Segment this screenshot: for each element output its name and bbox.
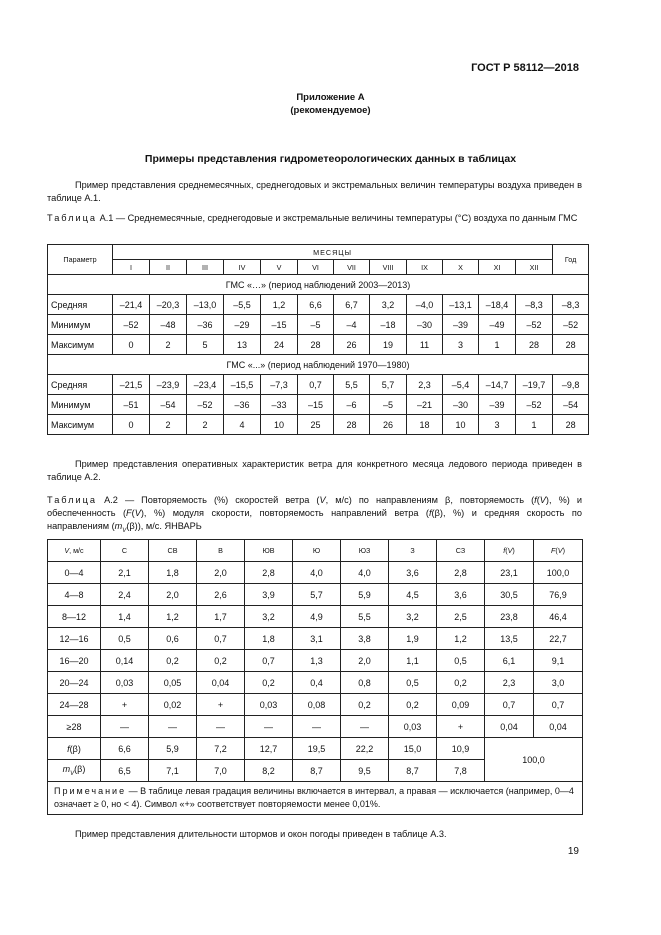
table-row	[48, 672, 583, 694]
table-cell: –5,4	[443, 375, 479, 395]
table-cell: 3,0	[534, 672, 583, 694]
table-cell: 2	[150, 415, 187, 435]
table-cell: +	[101, 694, 149, 716]
mv-cell: 7,1	[149, 760, 197, 782]
mv-cell: 6,5	[101, 760, 149, 782]
speed-range: 20—24	[48, 672, 101, 694]
table-cell: 1,7	[197, 606, 245, 628]
mv-cell: 9,5	[341, 760, 389, 782]
table-cell: 3,6	[389, 562, 437, 584]
table-cell: 0,03	[389, 716, 437, 738]
table-row	[48, 415, 589, 435]
month-header-12: XII	[516, 260, 553, 275]
table-cell: 6,1	[485, 650, 534, 672]
table-cell: –39	[443, 315, 479, 335]
table-cell: 3,9	[245, 584, 293, 606]
table-row	[48, 584, 583, 606]
table-cell: 3,1	[293, 628, 341, 650]
table-cell: –48	[150, 315, 187, 335]
table-row	[48, 375, 589, 395]
table-cell: –8,3	[553, 295, 589, 315]
table-cell: 0,2	[389, 694, 437, 716]
mv-label: $m_V(\beta)$	[48, 760, 101, 782]
row-label: Максимум	[48, 415, 113, 435]
table-cell: –52	[187, 395, 224, 415]
table-cell: 0,04	[197, 672, 245, 694]
temperature-table	[47, 244, 589, 435]
fb-label: f(β)	[48, 738, 101, 760]
table-cell: –18	[370, 315, 407, 335]
group2-title: ГМС «...» (период наблюдений 1970—1980)	[48, 355, 589, 375]
mv-cell: 8,2	[245, 760, 293, 782]
standard-number: ГОСТ Р 58112—2018	[471, 62, 579, 74]
month-header-9: IX	[407, 260, 443, 275]
total-cell: 100,0	[485, 738, 583, 782]
table-cell: –15,5	[224, 375, 261, 395]
table-cell: 25	[298, 415, 334, 435]
column-header: З	[389, 540, 437, 562]
column-header: СВ	[149, 540, 197, 562]
wind-table	[47, 539, 583, 815]
speed-range: 12—16	[48, 628, 101, 650]
table-cell: 2	[187, 415, 224, 435]
table-cell: –49	[479, 315, 516, 335]
mv-cell: 8,7	[293, 760, 341, 782]
table-cell: –39	[479, 395, 516, 415]
table-row	[48, 295, 589, 315]
table-cell: 5,5	[334, 375, 370, 395]
outro-paragraph: Пример представления длительности штормов и окон погоды приведен в таблице А.3.	[75, 829, 447, 839]
table-cell: 0,2	[437, 672, 485, 694]
month-header-11: XI	[479, 260, 516, 275]
table-row	[48, 694, 583, 716]
table-note	[48, 782, 583, 815]
table-cell: 0,6	[149, 628, 197, 650]
table-cell: 0,5	[101, 628, 149, 650]
speed-range: ≥28	[48, 716, 101, 738]
table-cell: 46,4	[534, 606, 583, 628]
table-cell: 0,4	[293, 672, 341, 694]
table-cell: 3,2	[245, 606, 293, 628]
table-cell: 3	[479, 415, 516, 435]
fb-cell: 15,0	[389, 738, 437, 760]
table-cell: 6,6	[298, 295, 334, 315]
table1-caption	[47, 212, 582, 225]
table-cell: –52	[516, 395, 553, 415]
table-row	[48, 716, 583, 738]
table-cell: 0,02	[149, 694, 197, 716]
fb-cell: 19,5	[293, 738, 341, 760]
table-cell: 76,9	[534, 584, 583, 606]
group1-title: ГМС «…» (период наблюдений 2003—2013)	[48, 275, 589, 295]
table-cell: –30	[407, 315, 443, 335]
table-cell: 1,3	[293, 650, 341, 672]
mv-cell: 7,8	[437, 760, 485, 782]
page-number: 19	[567, 846, 579, 857]
fb-cell: 6,6	[101, 738, 149, 760]
table-cell: 4,0	[293, 562, 341, 584]
table-row	[48, 395, 589, 415]
table-cell: –14,7	[479, 375, 516, 395]
year-header: Год	[553, 245, 589, 275]
month-header-1: I	[113, 260, 150, 275]
table-cell: 2,6	[197, 584, 245, 606]
table-cell: –29	[224, 315, 261, 335]
table-cell: –23,9	[150, 375, 187, 395]
month-header-5: V	[261, 260, 298, 275]
table-cell: 0,7	[197, 628, 245, 650]
table-row	[48, 315, 589, 335]
table-cell: 0,03	[101, 672, 149, 694]
table-cell: 28	[298, 335, 334, 355]
table-cell: 18	[407, 415, 443, 435]
table-cell: –51	[113, 395, 150, 415]
param-header: Параметр	[48, 245, 113, 275]
table-cell: –7,3	[261, 375, 298, 395]
table-cell: 3	[443, 335, 479, 355]
table-cell: 11	[407, 335, 443, 355]
table-cell: –52	[553, 315, 589, 335]
month-header-3: III	[187, 260, 224, 275]
table-cell: 3,8	[341, 628, 389, 650]
row-label: Максимум	[48, 335, 113, 355]
table-cell: 0,03	[245, 694, 293, 716]
table-cell: 28	[553, 335, 589, 355]
table-cell: 1,4	[101, 606, 149, 628]
row-label: Минимум	[48, 315, 113, 335]
table-cell: 0,14	[101, 650, 149, 672]
table-cell: 4,9	[293, 606, 341, 628]
table-cell: 5,5	[341, 606, 389, 628]
table-cell: –4,0	[407, 295, 443, 315]
table-cell: 4,0	[341, 562, 389, 584]
table-cell: –6	[334, 395, 370, 415]
table-cell: 19	[370, 335, 407, 355]
table-cell: 1,8	[245, 628, 293, 650]
column-header: СЗ	[437, 540, 485, 562]
speed-range: 24—28	[48, 694, 101, 716]
table-cell: 0,2	[245, 672, 293, 694]
table-cell: 4,5	[389, 584, 437, 606]
table-cell: 2	[150, 335, 187, 355]
table-cell: –21,5	[113, 375, 150, 395]
month-header-8: VIII	[370, 260, 407, 275]
table-cell: –5,5	[224, 295, 261, 315]
table-cell: 24	[261, 335, 298, 355]
table-cell: 23,8	[485, 606, 534, 628]
table-cell: —	[101, 716, 149, 738]
table-cell: 0,04	[534, 716, 583, 738]
table-cell: –23,4	[187, 375, 224, 395]
table-cell: –33	[261, 395, 298, 415]
column-header: f(V)	[485, 540, 534, 562]
table-cell: 5	[187, 335, 224, 355]
table-row	[48, 650, 583, 672]
table-cell: –36	[224, 395, 261, 415]
table-cell: 2,3	[485, 672, 534, 694]
table-cell: 0,2	[197, 650, 245, 672]
speed-range: 4—8	[48, 584, 101, 606]
table-row	[48, 628, 583, 650]
fb-cell: 22,2	[341, 738, 389, 760]
table-cell: 2,0	[197, 562, 245, 584]
column-header: Ю	[293, 540, 341, 562]
table-cell: +	[197, 694, 245, 716]
table-cell: 1,2	[261, 295, 298, 315]
table1-caption-word: Таблица	[47, 213, 98, 223]
table-cell: 3,2	[389, 606, 437, 628]
table-cell: 0,09	[437, 694, 485, 716]
table-cell: –5	[370, 395, 407, 415]
table-cell: 9,1	[534, 650, 583, 672]
table-cell: –4	[334, 315, 370, 335]
column-header: В	[197, 540, 245, 562]
table2-caption-word: Таблица	[47, 495, 98, 505]
table-cell: 100,0	[534, 562, 583, 584]
row-label: Средняя	[48, 295, 113, 315]
month-header-6: VI	[298, 260, 334, 275]
months-header: МЕСЯЦЫ	[113, 245, 553, 260]
fb-cell: 7,2	[197, 738, 245, 760]
fb-cell: 12,7	[245, 738, 293, 760]
table-cell: 0	[113, 335, 150, 355]
table-cell: 3,6	[437, 584, 485, 606]
table-cell: –20,3	[150, 295, 187, 315]
table-cell: —	[341, 716, 389, 738]
table-cell: 13	[224, 335, 261, 355]
table-cell: +	[437, 716, 485, 738]
table-cell: 1,1	[389, 650, 437, 672]
column-header: ЮЗ	[341, 540, 389, 562]
column-header: F(V)	[534, 540, 583, 562]
table-cell: 0,2	[149, 650, 197, 672]
speed-range: 16—20	[48, 650, 101, 672]
table-cell: –5	[298, 315, 334, 335]
table-cell: 4	[224, 415, 261, 435]
table-cell: 3,2	[370, 295, 407, 315]
table-row	[48, 562, 583, 584]
table-cell: —	[197, 716, 245, 738]
table-cell: 0,5	[389, 672, 437, 694]
month-header-10: X	[443, 260, 479, 275]
table-cell: 1,8	[149, 562, 197, 584]
speed-range: 0—4	[48, 562, 101, 584]
table-cell: 28	[553, 415, 589, 435]
table-cell: –52	[113, 315, 150, 335]
table-cell: —	[245, 716, 293, 738]
table-cell: 10	[443, 415, 479, 435]
table-cell: 5,7	[370, 375, 407, 395]
appendix-title: Приложение А	[296, 92, 365, 103]
table-cell: 2,0	[149, 584, 197, 606]
table-cell: –36	[187, 315, 224, 335]
table-cell: 0,04	[485, 716, 534, 738]
column-header: ЮВ	[245, 540, 293, 562]
table2-caption: Таблица А.2 — Повторяемость (%) скоростей ветра (V, м/с) по направлениям β, повторяемость (f(V), %) и обеспеченность (F(V), %) модуля скорости, повторяемость направлений ветра (f(β), %) и средняя скорость по направлениям $(m_V(\beta))$, м/с. ЯНВАРЬ	[47, 495, 583, 534]
month-header-4: IV	[224, 260, 261, 275]
table-cell: –8,3	[516, 295, 553, 315]
table-cell: –18,4	[479, 295, 516, 315]
table-cell: –21,4	[113, 295, 150, 315]
table-cell: 2,8	[437, 562, 485, 584]
table-cell: –15	[298, 395, 334, 415]
intro-paragraph: Пример представления среднемесячных, среднегодовых и экстремальных величин температуры воздуха приведен в таблице А.1.	[47, 180, 582, 203]
table-cell: 26	[334, 335, 370, 355]
table-cell: 10	[261, 415, 298, 435]
speed-range: 8—12	[48, 606, 101, 628]
table-cell: –54	[150, 395, 187, 415]
table-cell: 28	[334, 415, 370, 435]
mv-cell: 7,0	[197, 760, 245, 782]
table-cell: 13,5	[485, 628, 534, 650]
table-cell: 0	[113, 415, 150, 435]
table-cell: –13,1	[443, 295, 479, 315]
table-cell: –13,0	[187, 295, 224, 315]
note-text: — В таблице левая градация величины включается в интервал, а правая — исключается (например, 0—4 означает ≥ 0, но < 4). Символ «+» соответствует повторяемости менее 0,01%.	[54, 786, 574, 809]
table-cell: 0,5	[437, 650, 485, 672]
wind-intro-paragraph: Пример представления оперативных характеристик ветра для конкретного месяца ледового периода приведен в таблице А.2.	[47, 459, 582, 482]
table-cell: 1,9	[389, 628, 437, 650]
table-cell: 5,9	[341, 584, 389, 606]
column-header: V, м/с	[48, 540, 101, 562]
table-row	[48, 606, 583, 628]
appendix-subtitle: (рекомендуемое)	[290, 105, 371, 116]
table-cell: 1,2	[437, 628, 485, 650]
table-cell: 0,8	[341, 672, 389, 694]
table-cell: 23,1	[485, 562, 534, 584]
table-row	[48, 335, 589, 355]
table-cell: 0,08	[293, 694, 341, 716]
table-cell: 1	[479, 335, 516, 355]
table-cell: 30,5	[485, 584, 534, 606]
table-cell: 26	[370, 415, 407, 435]
table-cell: —	[293, 716, 341, 738]
table-cell: 5,7	[293, 584, 341, 606]
mv-cell: 8,7	[389, 760, 437, 782]
row-label: Минимум	[48, 395, 113, 415]
table-cell: –54	[553, 395, 589, 415]
table-cell: 6,7	[334, 295, 370, 315]
table-cell: 2,0	[341, 650, 389, 672]
table-cell: 2,5	[437, 606, 485, 628]
table-cell: 0,05	[149, 672, 197, 694]
table-cell: 1,2	[149, 606, 197, 628]
table-cell: –19,7	[516, 375, 553, 395]
table1-caption-text: А.1 — Среднемесячные, среднегодовые и экстремальные величины температуры (°С) воздуха по данным ГМС	[99, 213, 578, 223]
month-header-7: VII	[334, 260, 370, 275]
table-cell: 2,1	[101, 562, 149, 584]
table-cell: 2,4	[101, 584, 149, 606]
table-cell: 0,7	[298, 375, 334, 395]
table-cell: 2,3	[407, 375, 443, 395]
table-cell: 2,8	[245, 562, 293, 584]
fb-cell: 5,9	[149, 738, 197, 760]
month-header-2: II	[150, 260, 187, 275]
table-cell: –21	[407, 395, 443, 415]
table-cell: 1	[516, 415, 553, 435]
table-cell: 28	[516, 335, 553, 355]
table-cell: 0,2	[341, 694, 389, 716]
table-cell: –15	[261, 315, 298, 335]
note-word: Примечание	[54, 786, 127, 796]
table-cell: 0,7	[534, 694, 583, 716]
table-cell: —	[149, 716, 197, 738]
table-cell: 22,7	[534, 628, 583, 650]
row-label: Средняя	[48, 375, 113, 395]
column-header: С	[101, 540, 149, 562]
fb-cell: 10,9	[437, 738, 485, 760]
table-cell: –30	[443, 395, 479, 415]
table-cell: –52	[516, 315, 553, 335]
section-title: Примеры представления гидрометеорологических данных в таблицах	[144, 153, 517, 165]
table-cell: 0,7	[485, 694, 534, 716]
table-cell: –9,8	[553, 375, 589, 395]
table-cell: 0,7	[245, 650, 293, 672]
